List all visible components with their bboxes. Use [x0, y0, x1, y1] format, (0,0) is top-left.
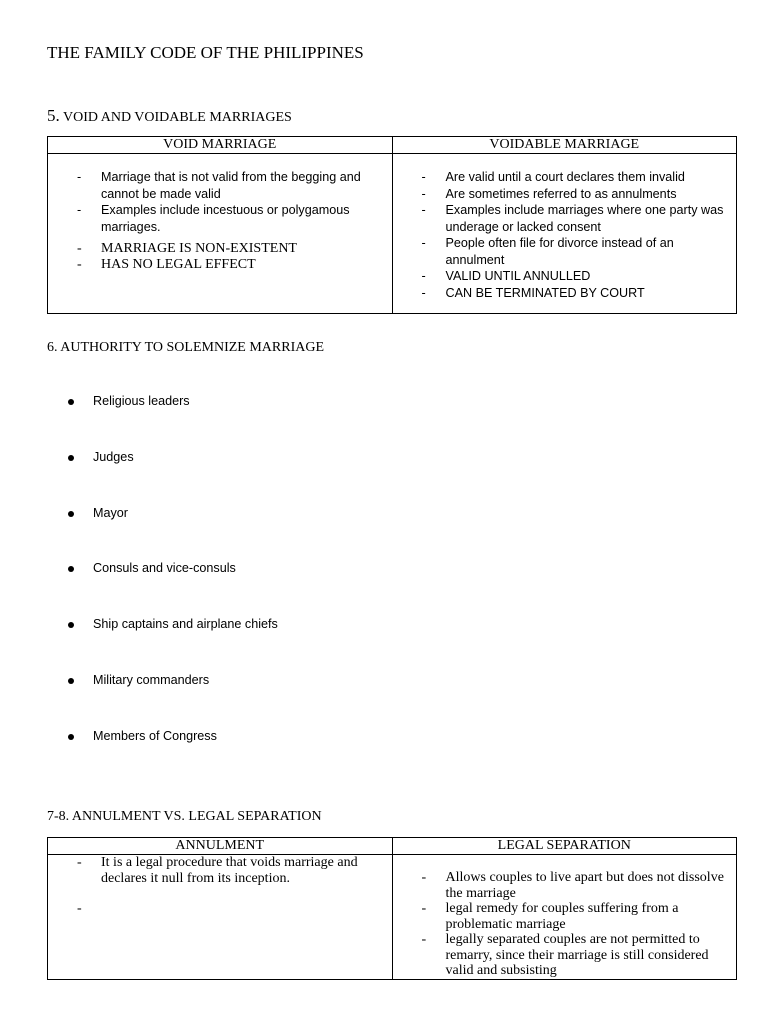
list-item: - VALID UNTIL ANNULLED	[421, 269, 591, 283]
void-items-list	[48, 169, 392, 235]
legal-separation-header: LEGAL SEPARATION	[392, 838, 737, 855]
bullet-icon	[68, 566, 74, 572]
void-marriage-header: VOID MARRIAGE	[48, 137, 393, 154]
list-item: - It is a legal procedure that voids marriage and declares it null from its inception.	[77, 855, 358, 886]
void-caps-list	[48, 241, 392, 272]
section-7-8-heading: 7-8. ANNULMENT VS. LEGAL SEPARATION	[47, 809, 322, 824]
annulment-header: ANNULMENT	[48, 838, 393, 855]
list-item: - Allows couples to live apart but does not dissolve the marriage	[421, 870, 724, 901]
annulment-cell	[48, 855, 393, 980]
bullet-icon	[68, 678, 74, 684]
list-item: - People often file for divorce instead of an annulment	[421, 236, 674, 267]
list-item: - Are sometimes referred to as annulments	[421, 186, 677, 201]
voidable-marriage-cell	[392, 154, 737, 314]
bullet-icon	[68, 622, 74, 628]
list-item: - Examples include marriages where one party was underage or lacked consent	[421, 203, 724, 234]
bullet-icon	[68, 511, 74, 517]
list-item: - Are valid until a court declares them invalid	[421, 170, 685, 184]
voidable-marriage-header: VOIDABLE MARRIAGE	[392, 137, 737, 154]
list-item: -	[77, 901, 82, 916]
bullet-icon	[68, 734, 74, 740]
legal-separation-cell	[392, 855, 737, 980]
void-marriage-cell	[48, 154, 393, 314]
list-item: - Marriage that is not valid from the begging and cannot be made valid	[77, 170, 361, 201]
void-voidable-table	[47, 136, 737, 314]
list-item: - MARRIAGE IS NON-EXISTENT	[77, 241, 297, 256]
annulment-items-list	[48, 855, 392, 916]
section-5-number: 5.	[47, 106, 60, 125]
document-title: THE FAMILY CODE OF THE PHILIPPINES	[47, 43, 364, 62]
annulment-separation-table	[47, 837, 737, 980]
list-item: - CAN BE TERMINATED BY COURT	[421, 285, 645, 300]
separation-items-list	[393, 870, 737, 979]
voidable-items-list	[393, 169, 737, 301]
list-item: - Examples include incestuous or polygamous marriages.	[77, 203, 350, 234]
list-item: - legally separated couples are not permitted to remarry, since their marriage is still considered valid and subsisting	[421, 932, 709, 978]
bullet-icon	[68, 399, 74, 405]
section-6-heading: 6. AUTHORITY TO SOLEMNIZE MARRIAGE	[47, 340, 325, 355]
list-item: - legal remedy for couples suffering from a problematic marriage	[421, 901, 679, 932]
bullet-icon	[68, 455, 74, 461]
list-item: - HAS NO LEGAL EFFECT	[77, 256, 256, 272]
section-5-title: VOID AND VOIDABLE MARRIAGES	[63, 110, 292, 125]
section-5-heading	[47, 106, 292, 126]
